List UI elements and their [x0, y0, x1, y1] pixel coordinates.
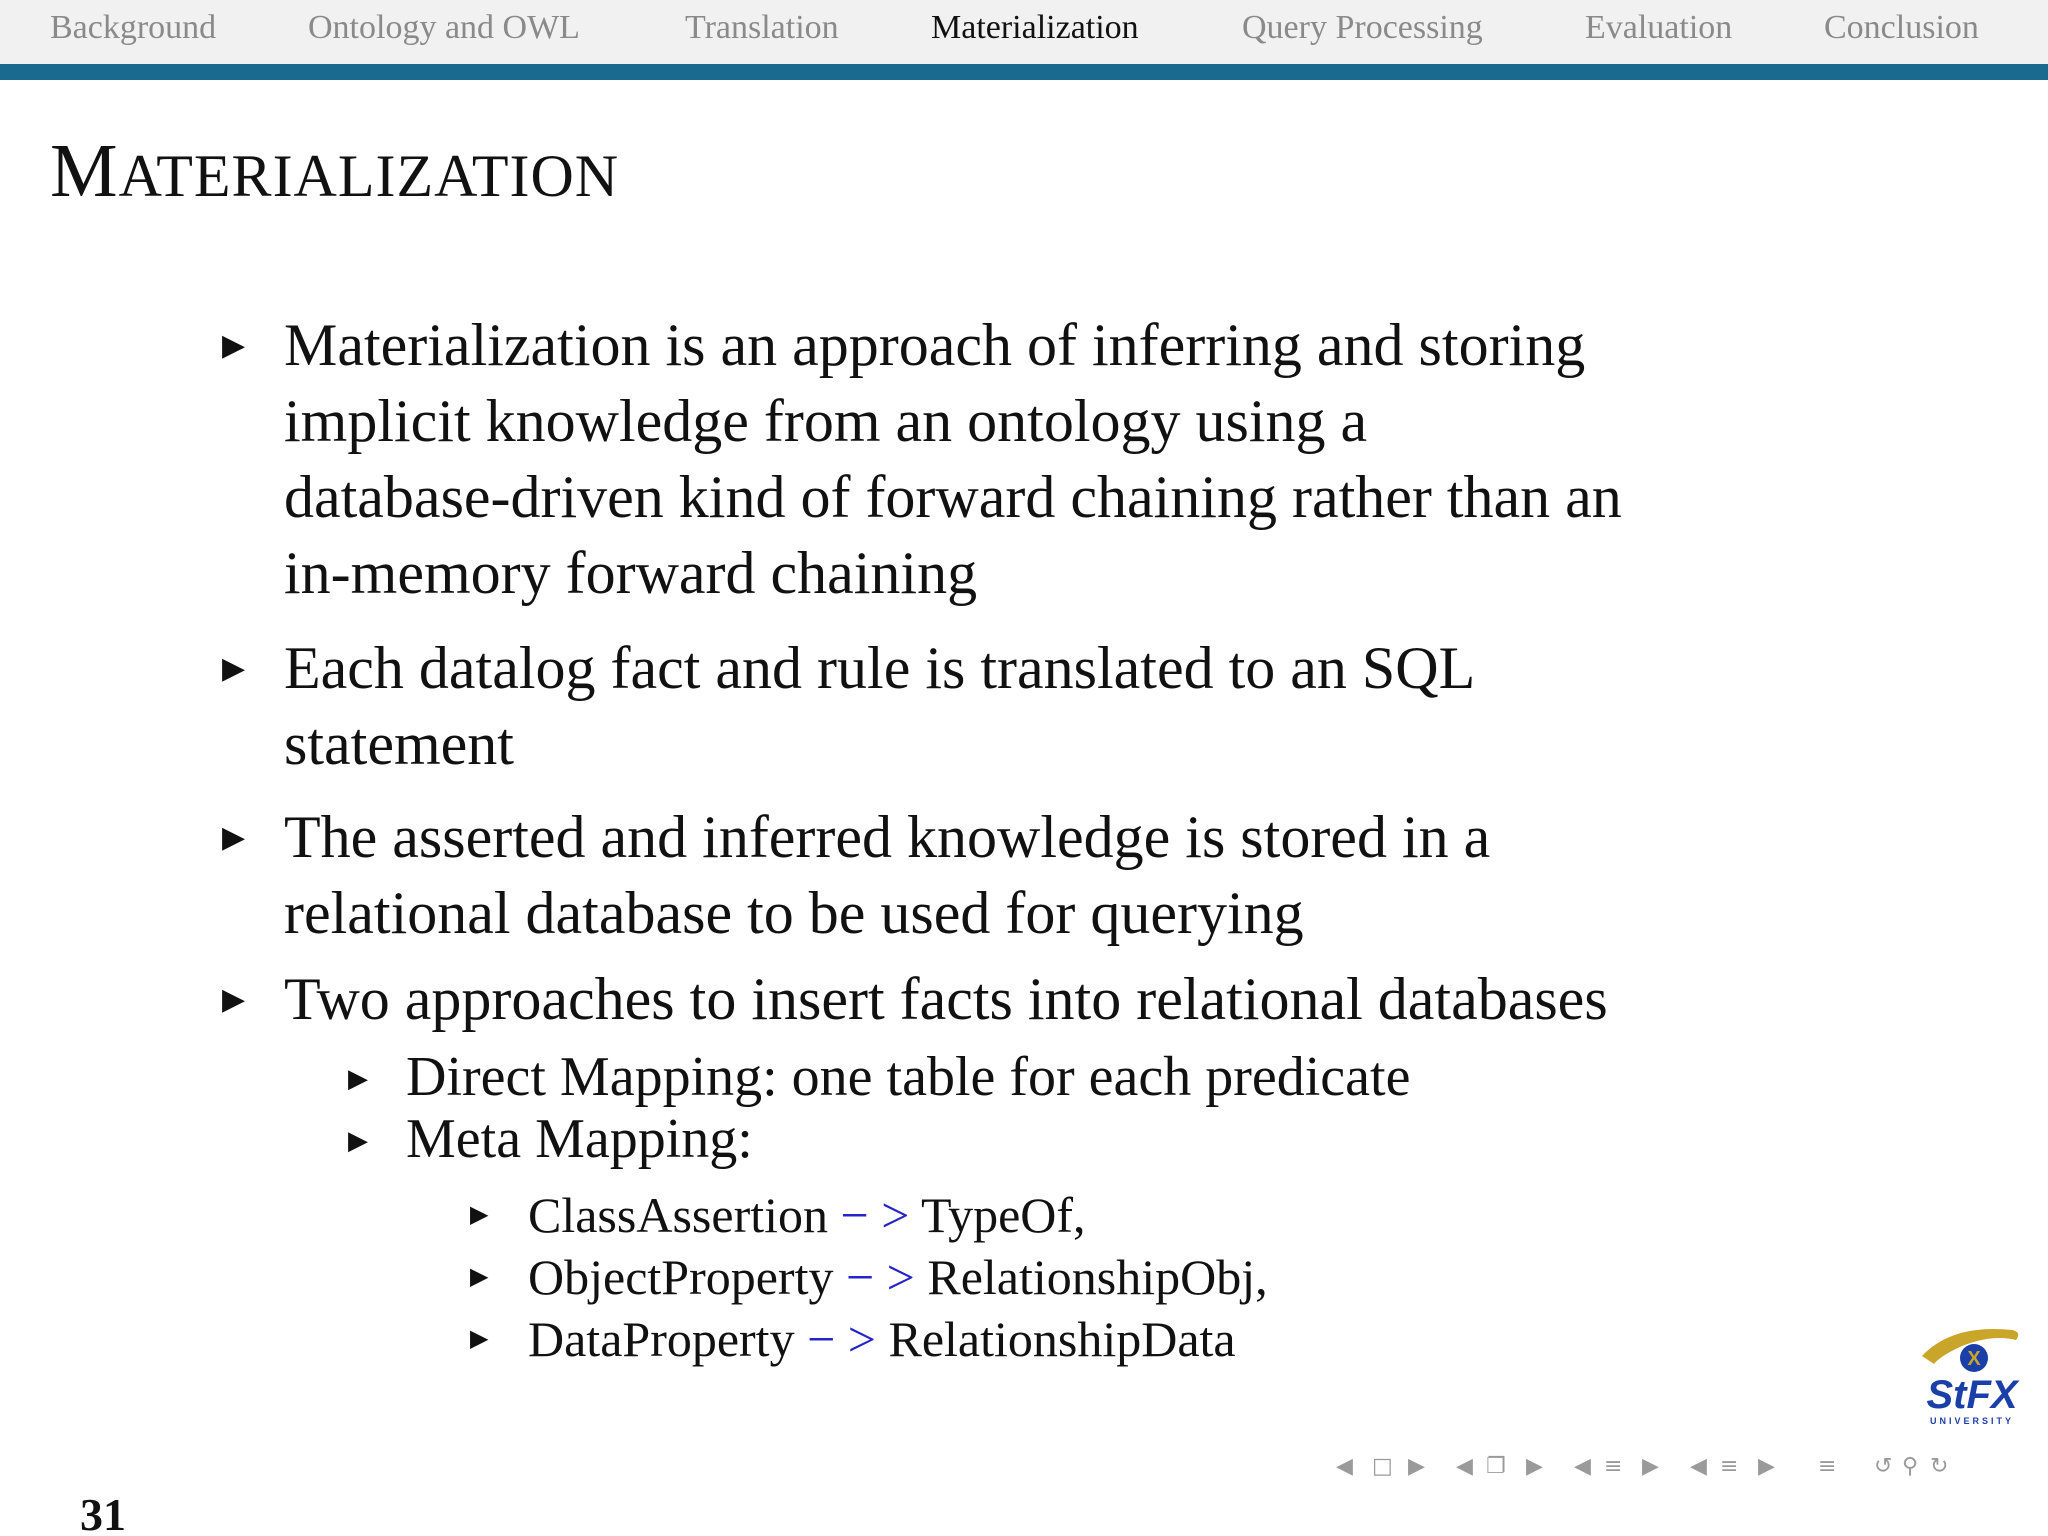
logo-text: StFX: [1926, 1373, 2018, 1417]
nav-item-materialization[interactable]: Materialization: [931, 9, 1139, 46]
mapping-from: ClassAssertion: [528, 1187, 828, 1243]
next-document-icon[interactable]: ▶: [1758, 1454, 1775, 1479]
next-slide-icon[interactable]: ▶: [1408, 1454, 1425, 1479]
bullet-marker-icon: ▶: [222, 652, 246, 685]
slide-title-cap: M: [50, 129, 119, 213]
mapping-to: RelationshipObj,: [927, 1249, 1268, 1305]
mapping-to: TypeOf,: [921, 1187, 1086, 1243]
prev-slide-icon[interactable]: ◀: [1336, 1454, 1353, 1479]
bullet-3-line-1: The asserted and inferred knowledge is stored in a: [284, 804, 1491, 870]
prev-document-icon[interactable]: ◀: [1690, 1454, 1707, 1479]
sub-bullet-direct-mapping: Direct Mapping: one table for each predicate: [406, 1046, 1411, 1108]
bullet-marker-icon: ▶: [222, 329, 246, 362]
mapping-marker-icon: ▶: [470, 1264, 489, 1290]
mapping-class-assertion: [528, 1184, 1086, 1246]
bullet-3-line-2: relational database to be used for querying: [284, 880, 1304, 946]
redo-icon[interactable]: ↻: [1930, 1454, 1949, 1479]
sub-bullet-marker-icon: ▶: [348, 1064, 368, 1093]
document-icon[interactable]: ≡: [1720, 1454, 1739, 1479]
logo-emblem-mark: X: [1967, 1348, 1981, 1370]
outline-icon[interactable]: ≡: [1818, 1454, 1837, 1479]
subsection-icon[interactable]: ❐: [1486, 1454, 1506, 1479]
bullet-marker-icon: ▶: [222, 821, 246, 854]
mapping-from: ObjectProperty: [528, 1249, 834, 1305]
nav-item-translation[interactable]: Translation: [685, 9, 839, 46]
stfx-logo: [1912, 1316, 2032, 1436]
nav-item-evaluation[interactable]: Evaluation: [1585, 9, 1733, 46]
sub-bullet-marker-icon: ▶: [348, 1126, 368, 1155]
prev-subsection-icon[interactable]: ◀: [1456, 1454, 1473, 1479]
prev-section-icon[interactable]: ◀: [1574, 1454, 1591, 1479]
page-number: 31: [80, 1489, 126, 1536]
bullet-4-line-1: Two approaches to insert facts into relational databases: [284, 966, 1608, 1032]
sub-bullet-meta-mapping: Meta Mapping:: [406, 1108, 753, 1170]
bullet-2-line-2: statement: [284, 711, 514, 777]
slide-title-rest: ATERIALIZATION: [118, 143, 620, 209]
mapping-object-property: [528, 1246, 1268, 1308]
nav-item-conclusion[interactable]: Conclusion: [1824, 9, 1979, 46]
bullet-1-line-2: implicit knowledge from an ontology using a: [284, 388, 1368, 454]
next-subsection-icon[interactable]: ▶: [1526, 1454, 1543, 1479]
bullet-2-line-1: Each datalog fact and rule is translated to an SQL: [284, 635, 1476, 701]
mapping-arrow: − >: [807, 1311, 876, 1367]
mapping-arrow: − >: [845, 1249, 915, 1305]
section-icon[interactable]: ≡: [1604, 1454, 1623, 1479]
bullet-1-line-4: in-memory forward chaining: [284, 540, 978, 606]
nav-item-query-processing[interactable]: Query Processing: [1242, 9, 1483, 46]
mapping-to: RelationshipData: [888, 1311, 1236, 1367]
nav-item-ontology-owl[interactable]: Ontology and OWL: [308, 9, 580, 46]
mapping-marker-icon: ▶: [470, 1202, 489, 1228]
mapping-arrow: − >: [840, 1187, 910, 1243]
mapping-data-property: [528, 1308, 1236, 1370]
slide-frame-icon[interactable]: □: [1372, 1454, 1393, 1479]
bullet-marker-icon: ▶: [222, 983, 246, 1016]
mapping-marker-icon: ▶: [470, 1326, 489, 1352]
mapping-from: DataProperty: [528, 1311, 795, 1367]
beamer-nav-controls: [1336, 1450, 2036, 1484]
bullet-1-line-3: database-driven kind of forward chaining rather than an: [284, 464, 1622, 530]
next-section-icon[interactable]: ▶: [1642, 1454, 1659, 1479]
search-icon[interactable]: ⚲: [1902, 1454, 1919, 1479]
nav-item-background[interactable]: Background: [50, 9, 217, 46]
undo-icon[interactable]: ↺: [1874, 1454, 1893, 1479]
bullet-1-line-1: Materialization is an approach of inferring and storing: [284, 312, 1586, 378]
logo-subtext: UNIVERSITY: [1929, 1416, 2015, 1426]
